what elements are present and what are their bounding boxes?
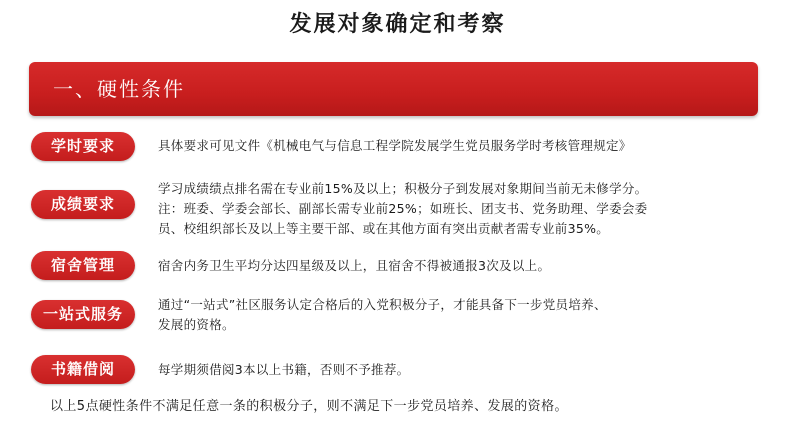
- section-heading: 一、硬性条件: [53, 77, 185, 101]
- requirement-line: 员、校组织部长及以上等主要干部、或在其他方面有突出贡献者需专业前35%。: [158, 221, 610, 236]
- footer-note: 以上5点硬性条件不满足任意一条的积极分子，则不满足下一步党员培养、发展的资格。: [50, 399, 568, 414]
- requirement-line: 具体要求可见文件《机械电气与信息工程学院发展学生党员服务学时考核管理规定》: [158, 138, 632, 153]
- requirement-badge: 学时要求: [31, 132, 135, 161]
- page-title: 发展对象确定和考察: [289, 11, 506, 37]
- requirement-badge: 宿舍管理: [31, 251, 135, 280]
- requirement-badge: 一站式服务: [31, 300, 135, 329]
- requirement-badge: 成绩要求: [31, 190, 135, 219]
- section-banner: [29, 62, 758, 116]
- requirement-text: [158, 295, 768, 335]
- requirement-line: 通过“一站式”社区服务认定合格后的入党积极分子，才能具备下一步党员培养、: [158, 297, 607, 312]
- requirement-line: 宿舍内务卫生平均分达四星级及以上，且宿舍不得被通报3次及以上。: [158, 258, 551, 273]
- requirement-line: 注：班委、学委会部长、副部长需专业前25%；如班长、团支书、党务助理、学委会委: [158, 201, 648, 216]
- requirement-text: [158, 136, 768, 156]
- requirement-line: 学习成绩绩点排名需在专业前15%及以上；积极分子到发展对象期间当前无未修学分。: [158, 181, 648, 196]
- requirement-line: 发展的资格。: [158, 317, 235, 332]
- requirement-text: [158, 256, 768, 276]
- requirement-text: [158, 360, 768, 380]
- requirement-text: [158, 179, 768, 239]
- requirement-line: 每学期须借阅3本以上书籍，否则不予推荐。: [158, 362, 410, 377]
- requirement-badge: 书籍借阅: [31, 355, 135, 384]
